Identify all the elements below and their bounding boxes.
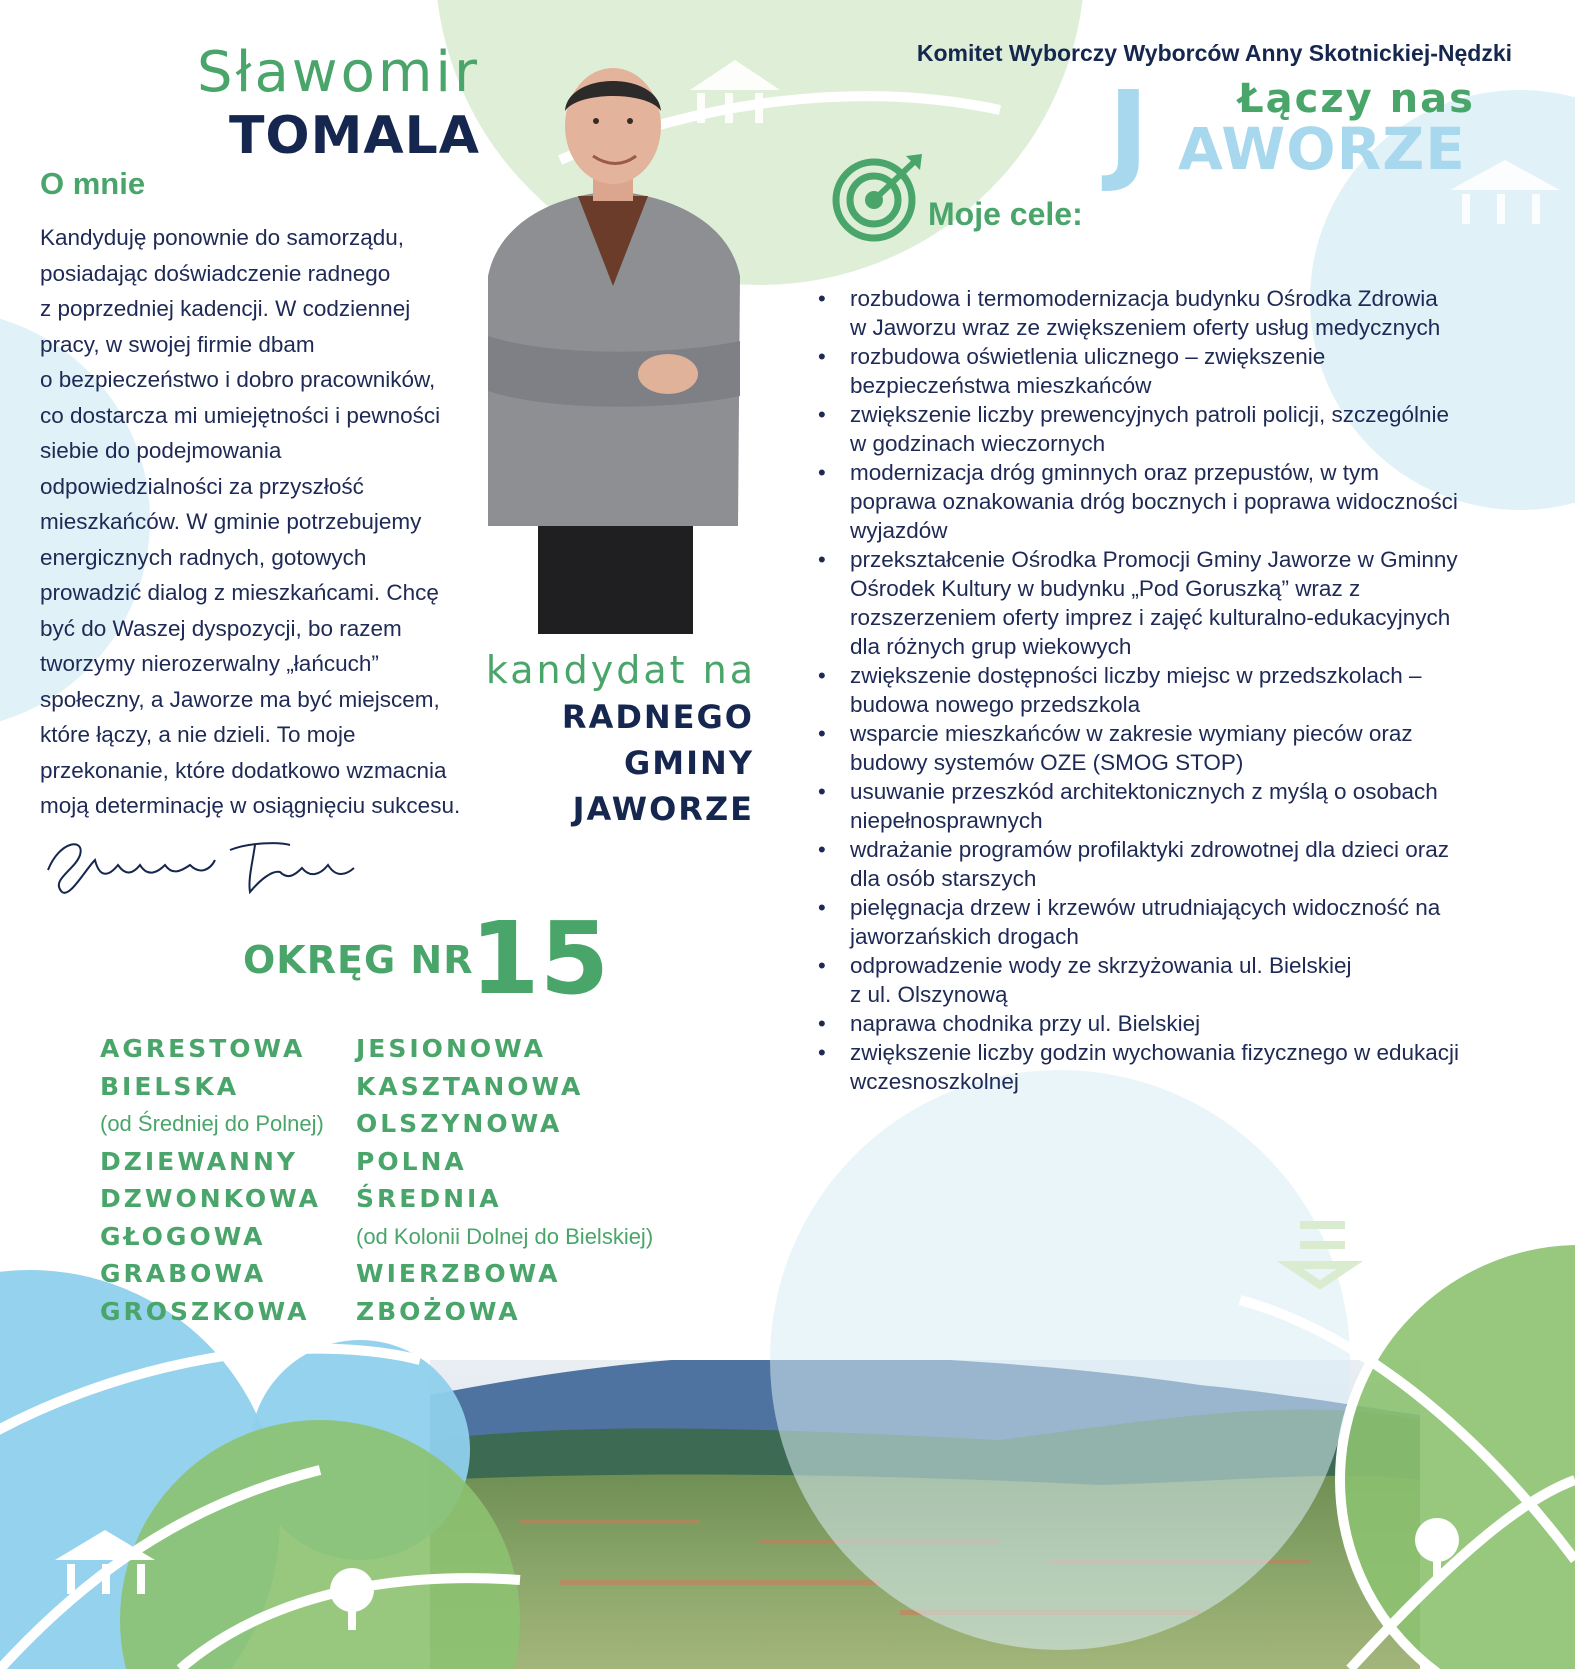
about-line: co dostarcza mi umiejętności i pewności: [40, 402, 441, 428]
goals-list: [810, 284, 1570, 1096]
street-name: POLNA: [356, 1146, 467, 1176]
street-name: DZIEWANNY: [100, 1146, 299, 1176]
candidate-last-name: TOMALA: [228, 106, 480, 166]
goal-item: [850, 1038, 1570, 1096]
goal-line: dla różnych grup wiekowych: [850, 634, 1132, 659]
goal-item: [850, 661, 1570, 719]
about-line: moją determinację w osiągnięciu sukcesu.: [40, 793, 461, 818]
goals-heading: Moje cele:: [928, 196, 1083, 232]
goal-line: • pielęgnacja drzew i krzewów utrudniających widoczność na: [850, 895, 1441, 920]
about-line: społeczny, a Jaworze ma być miejscem,: [40, 686, 440, 712]
goal-item: [850, 951, 1570, 1009]
goal-line: • przekształcenie Ośrodka Promocji Gminy Jaworze w Gminny: [850, 547, 1458, 572]
goal-line: • rozbudowa i termomodernizacja budynku Ośrodka Zdrowia: [850, 286, 1438, 311]
about-line: przekonanie, które dodatkowo wzmacnia: [40, 757, 447, 783]
about-line: tworzymy nierozerwalny „łańcuch”: [40, 651, 379, 676]
about-line: które łączy, a nie dzieli. To moje: [40, 722, 356, 747]
goal-item: [850, 545, 1570, 661]
goal-item: [850, 719, 1570, 777]
candidacy-line: JAWORZE: [572, 790, 754, 828]
goal-line: w godzinach wieczornych: [850, 431, 1106, 456]
street-name: GŁOGOWA: [100, 1221, 266, 1251]
street-name: ZBOŻOWA: [356, 1296, 521, 1326]
goal-item: [850, 400, 1570, 458]
goal-line: Ośrodek Kultury w budynku „Pod Goruszką” wraz z: [850, 576, 1361, 601]
about-line: siebie do podejmowania: [40, 438, 282, 463]
goal-line: • rozbudowa oświetlenia ulicznego – zwiększenie: [850, 344, 1326, 369]
goal-line: poprawa oznakowania dróg bocznych i poprawa widoczności: [850, 489, 1458, 514]
goal-line: • odprowadzenie wody ze skrzyżowania ul. Bielskiej: [850, 953, 1352, 978]
goal-line: w Jaworzu wraz ze zwiększeniem oferty usług medycznych: [850, 315, 1441, 340]
goal-item: [850, 777, 1570, 835]
street-name: GROSZKOWA: [100, 1296, 310, 1326]
street-name: JESIONOWA: [356, 1034, 546, 1063]
signature: [40, 830, 360, 900]
goal-line: • zwiększenie liczby godzin wychowania fizycznego w edukacji: [850, 1040, 1460, 1065]
goal-line: budowy systemów OZE (SMOG STOP): [850, 750, 1244, 775]
street-name: BIELSKA: [100, 1071, 240, 1101]
about-line: pracy, w swojej firmie dbam: [40, 331, 315, 357]
goal-line: z ul. Olszynową: [850, 982, 1008, 1007]
slogan-initial: J: [1108, 67, 1149, 195]
target-icon: [832, 150, 928, 242]
district-label: OKRĘG NR: [243, 938, 474, 982]
candidacy-line: GMINY: [624, 744, 754, 782]
goal-line: • modernizacja dróg gminnych oraz przepustów, w tym: [850, 460, 1379, 485]
street-note: (od Kolonii Dolnej do Bielskiej): [356, 1223, 654, 1249]
goal-line: • usuwanie przeszkód architektonicznych z myślą o osobach: [850, 779, 1438, 804]
candidate-for: kandydat na: [485, 648, 756, 692]
street-name: AGRESTOWA: [100, 1034, 306, 1063]
about-line: mieszkańców. W gminie potrzebujemy: [40, 509, 422, 534]
election-committee: Komitet Wyborczy Wyborców Anny Skotnickiej-Nędzki: [916, 40, 1512, 66]
about-line: posiadając doświadczenie radnego: [40, 260, 391, 286]
street-name: ŚREDNIA: [356, 1184, 502, 1213]
goal-line: niepełnosprawnych: [850, 808, 1043, 833]
candidacy-line: RADNEGO: [561, 698, 754, 736]
goal-line: budowa nowego przedszkola: [850, 692, 1141, 717]
about-line: o bezpieczeństwo i dobro pracowników,: [40, 367, 436, 392]
goal-item: [850, 835, 1570, 893]
candidate-first-name: Sławomir: [197, 40, 480, 105]
slogan-line: Łączy nas: [1238, 76, 1475, 122]
about-line: energicznych radnych, gotowych: [40, 544, 367, 570]
street-name: GRABOWA: [100, 1259, 267, 1288]
goal-line: • zwiększenie liczby prewencyjnych patroli policji, szczególnie: [850, 402, 1450, 427]
streets-column-left: [100, 1030, 324, 1330]
goal-line: dla osób starszych: [850, 866, 1037, 891]
about-line: z poprzedniej kadencji. W codziennej: [40, 296, 411, 321]
goal-line: • naprawa chodnika przy ul. Bielskiej: [850, 1011, 1201, 1036]
goal-line: wyjazdów: [850, 518, 948, 543]
about-text: [40, 220, 495, 824]
goal-line: • wsparcie mieszkańców w zakresie wymiany pieców oraz: [850, 721, 1413, 746]
streets-column-right: [356, 1030, 653, 1330]
goal-item: [850, 1009, 1570, 1038]
slogan-town: AWORZE: [1178, 115, 1466, 183]
street-note: (od Średniej do Polnej): [100, 1111, 324, 1136]
goal-line: • zwiększenie dostępności liczby miejsc w przedszkolach –: [850, 663, 1422, 688]
about-line: Kandyduję ponownie do samorządu,: [40, 225, 404, 250]
goal-line: wczesnoszkolnej: [850, 1069, 1019, 1094]
goal-line: • wdrażanie programów profilaktyki zdrowotnej dla dzieci oraz: [850, 837, 1450, 862]
candidate-photo: [468, 56, 758, 634]
street-name: WIERZBOWA: [356, 1259, 561, 1288]
goal-line: jaworzańskich drogach: [850, 924, 1079, 949]
about-line: być do Waszej dyspozycji, bo razem: [40, 615, 402, 641]
about-line: odpowiedzialności za przyszłość: [40, 473, 364, 499]
goal-item: [850, 893, 1570, 951]
about-heading: O mnie: [40, 166, 146, 201]
about-line: prowadzić dialog z mieszkańcami. Chcę: [40, 580, 439, 605]
district-number: 15: [470, 900, 610, 1017]
goal-item: [850, 284, 1570, 342]
street-name: DZWONKOWA: [100, 1184, 321, 1213]
goal-line: rozszerzeniem oferty imprez i zajęć kulturalno-edukacyjnych: [850, 605, 1451, 630]
goal-line: bezpieczeństwa mieszkańców: [850, 373, 1152, 398]
goal-item: [850, 458, 1570, 545]
street-name: KASZTANOWA: [356, 1071, 584, 1101]
goal-item: [850, 342, 1570, 400]
street-name: OLSZYNOWA: [356, 1109, 563, 1138]
